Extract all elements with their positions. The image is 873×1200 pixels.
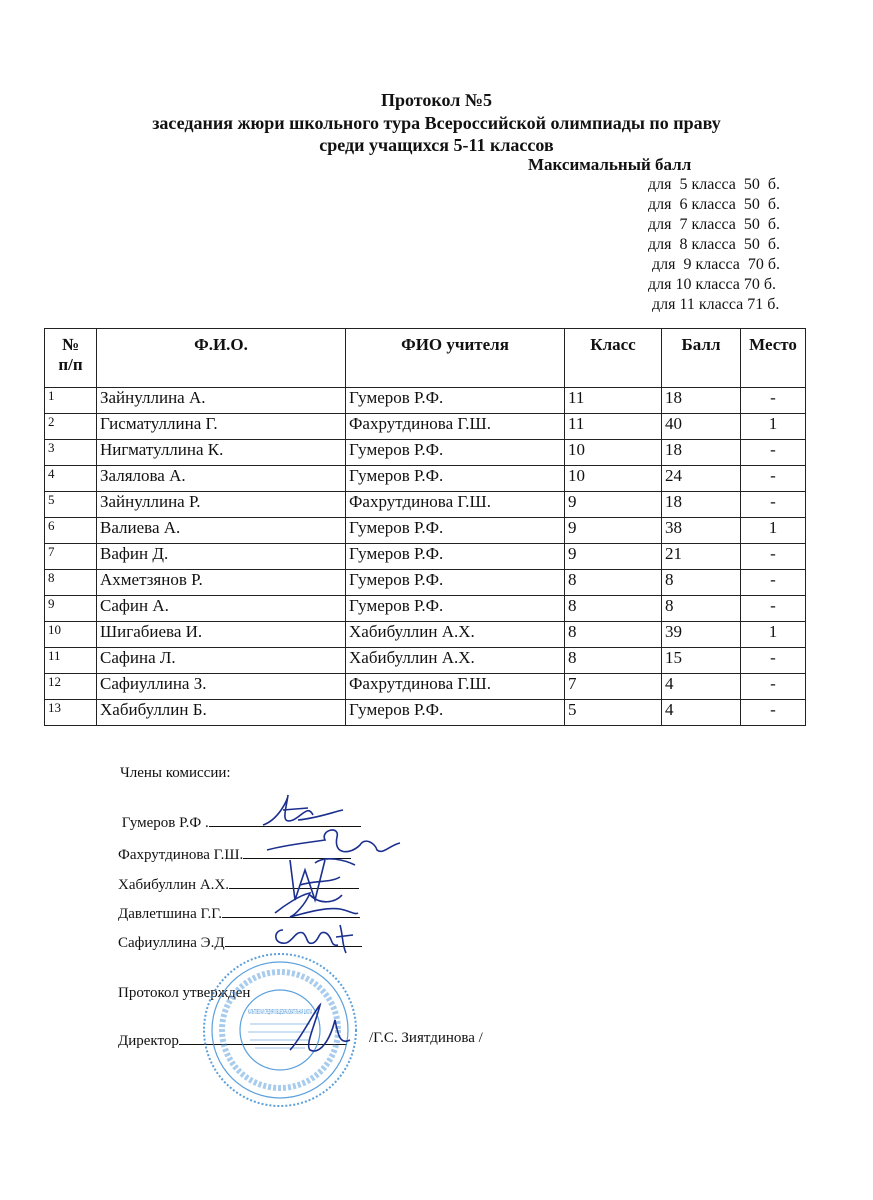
cell-teacher: Гумеров Р.Ф. — [346, 440, 565, 466]
cell-num: 3 — [45, 440, 97, 466]
header-num-label: п/п — [58, 355, 83, 374]
cell-score: 18 — [662, 440, 741, 466]
cell-teacher: Гумеров Р.Ф. — [346, 596, 565, 622]
table-row — [45, 466, 806, 492]
member-name: Хабибуллин А.Х. — [118, 877, 229, 893]
cell-num: 11 — [45, 648, 97, 674]
header-score: Балл — [662, 329, 741, 388]
cell-class: 9 — [565, 492, 662, 518]
table-row — [45, 570, 806, 596]
document-subtitle-line1: заседания жюри школьного тура Всероссийской олимпиады по праву — [152, 113, 721, 133]
cell-teacher: Гумеров Р.Ф. — [346, 544, 565, 570]
max-score-line: для 11 класса 71 б. — [648, 296, 780, 313]
cell-class: 8 — [565, 648, 662, 674]
cell-num: 6 — [45, 518, 97, 544]
cell-name: Валиева А. — [97, 518, 346, 544]
cell-num: 12 — [45, 674, 97, 700]
max-score-line: для 9 класса 70 б. — [648, 256, 780, 273]
cell-teacher: Гумеров Р.Ф. — [346, 518, 565, 544]
cell-score: 18 — [662, 492, 741, 518]
cell-num: 8 — [45, 570, 97, 596]
table-row — [45, 440, 806, 466]
table-row — [45, 518, 806, 544]
cell-class: 8 — [565, 570, 662, 596]
table-row — [45, 544, 806, 570]
cell-teacher: Гумеров Р.Ф. — [346, 570, 565, 596]
cell-num: 4 — [45, 466, 97, 492]
cell-name: Зайнуллина А. — [97, 388, 346, 414]
cell-num: 2 — [45, 414, 97, 440]
cell-score: 40 — [662, 414, 741, 440]
cell-teacher: Хабибуллин А.Х. — [346, 648, 565, 674]
cell-place: - — [741, 440, 806, 466]
cell-place: 1 — [741, 414, 806, 440]
signature-safiullina — [268, 915, 358, 955]
cell-score: 4 — [662, 700, 741, 726]
cell-place: - — [741, 492, 806, 518]
director-label: Директор — [118, 1033, 179, 1049]
cell-class: 9 — [565, 518, 662, 544]
cell-name: Сафиуллина З. — [97, 674, 346, 700]
cell-place: - — [741, 700, 806, 726]
cell-class: 10 — [565, 440, 662, 466]
cell-num: 13 — [45, 700, 97, 726]
document-title: Протокол №5 — [381, 90, 492, 110]
cell-num: 5 — [45, 492, 97, 518]
cell-class: 8 — [565, 622, 662, 648]
cell-teacher: Гумеров Р.Ф. — [346, 388, 565, 414]
cell-class: 11 — [565, 388, 662, 414]
header-num-symbol: № — [61, 335, 80, 354]
member-name: Сафиуллина Э.Д — [118, 935, 225, 951]
cell-class: 7 — [565, 674, 662, 700]
cell-num: 9 — [45, 596, 97, 622]
cell-class: 5 — [565, 700, 662, 726]
member-name: Фахрутдинова Г.Ш. — [118, 847, 244, 863]
table-header-row — [45, 329, 806, 388]
table-row — [45, 414, 806, 440]
cell-place: - — [741, 674, 806, 700]
table-row — [45, 648, 806, 674]
cell-place: 1 — [741, 622, 806, 648]
cell-teacher: Гумеров Р.Ф. — [346, 700, 565, 726]
stamp-text: КАЛЬТОВСКАЯ СРЕДНЯЯ ОБЩЕОБРАЗОВАТЕЛЬНАЯ ШКОЛА — [248, 1008, 313, 1016]
max-score-line: для 8 класса 50 б. — [648, 236, 780, 253]
cell-name: Вафин Д. — [97, 544, 346, 570]
cell-class: 9 — [565, 544, 662, 570]
results-table — [44, 328, 806, 726]
cell-name: Шигабиева И. — [97, 622, 346, 648]
header-num — [45, 329, 97, 388]
cell-teacher: Фахрутдинова Г.Ш. — [346, 492, 565, 518]
max-score-line: для 7 класса 50 б. — [648, 216, 780, 233]
header-teacher: ФИО учителя — [346, 329, 565, 388]
table-row — [45, 388, 806, 414]
cell-name: Ахметзянов Р. — [97, 570, 346, 596]
signature-director — [280, 1000, 360, 1060]
table-row — [45, 492, 806, 518]
header-place: Место — [741, 329, 806, 388]
cell-score: 24 — [662, 466, 741, 492]
table-row — [45, 700, 806, 726]
max-score-line: для 5 класса 50 б. — [648, 176, 780, 193]
cell-score: 4 — [662, 674, 741, 700]
header-name: Ф.И.О. — [97, 329, 346, 388]
member-name: Гумеров Р.Ф . — [118, 815, 209, 831]
cell-score: 39 — [662, 622, 741, 648]
cell-teacher: Гумеров Р.Ф. — [346, 466, 565, 492]
table-row — [45, 596, 806, 622]
cell-name: Зайнуллина Р. — [97, 492, 346, 518]
cell-score: 8 — [662, 596, 741, 622]
document-subtitle-line2: среди учащихся 5-11 классов — [319, 135, 554, 155]
cell-score: 15 — [662, 648, 741, 674]
cell-place: - — [741, 544, 806, 570]
cell-num: 7 — [45, 544, 97, 570]
cell-name: Залялова А. — [97, 466, 346, 492]
cell-place: - — [741, 388, 806, 414]
table-row — [45, 622, 806, 648]
member-name: Давлетшина Г.Г. — [118, 906, 222, 922]
cell-name: Сафина Л. — [97, 648, 346, 674]
cell-score: 21 — [662, 544, 741, 570]
cell-class: 11 — [565, 414, 662, 440]
cell-teacher: Фахрутдинова Г.Ш. — [346, 674, 565, 700]
cell-teacher: Фахрутдинова Г.Ш. — [346, 414, 565, 440]
cell-score: 8 — [662, 570, 741, 596]
cell-num: 1 — [45, 388, 97, 414]
cell-place: - — [741, 648, 806, 674]
commission-label: Члены комиссии: — [120, 765, 231, 781]
table-row — [45, 674, 806, 700]
cell-teacher: Хабибуллин А.Х. — [346, 622, 565, 648]
cell-place: 1 — [741, 518, 806, 544]
max-score-line: для 6 класса 50 б. — [648, 196, 780, 213]
cell-class: 8 — [565, 596, 662, 622]
header-class: Класс — [565, 329, 662, 388]
max-score-line: для 10 класса 70 б. — [648, 276, 776, 293]
cell-class: 10 — [565, 466, 662, 492]
cell-num: 10 — [45, 622, 97, 648]
cell-name: Хабибуллин Б. — [97, 700, 346, 726]
director-name: /Г.С. Зиятдинова / — [369, 1030, 483, 1046]
cell-score: 18 — [662, 388, 741, 414]
cell-place: - — [741, 570, 806, 596]
cell-place: - — [741, 596, 806, 622]
cell-score: 38 — [662, 518, 741, 544]
cell-name: Сафин А. — [97, 596, 346, 622]
cell-name: Нигматуллина К. — [97, 440, 346, 466]
cell-name: Гисматуллина Г. — [97, 414, 346, 440]
max-score-heading: Максимальный балл — [528, 155, 692, 174]
cell-place: - — [741, 466, 806, 492]
approval-text: Протокол утвержден — [118, 985, 251, 1001]
